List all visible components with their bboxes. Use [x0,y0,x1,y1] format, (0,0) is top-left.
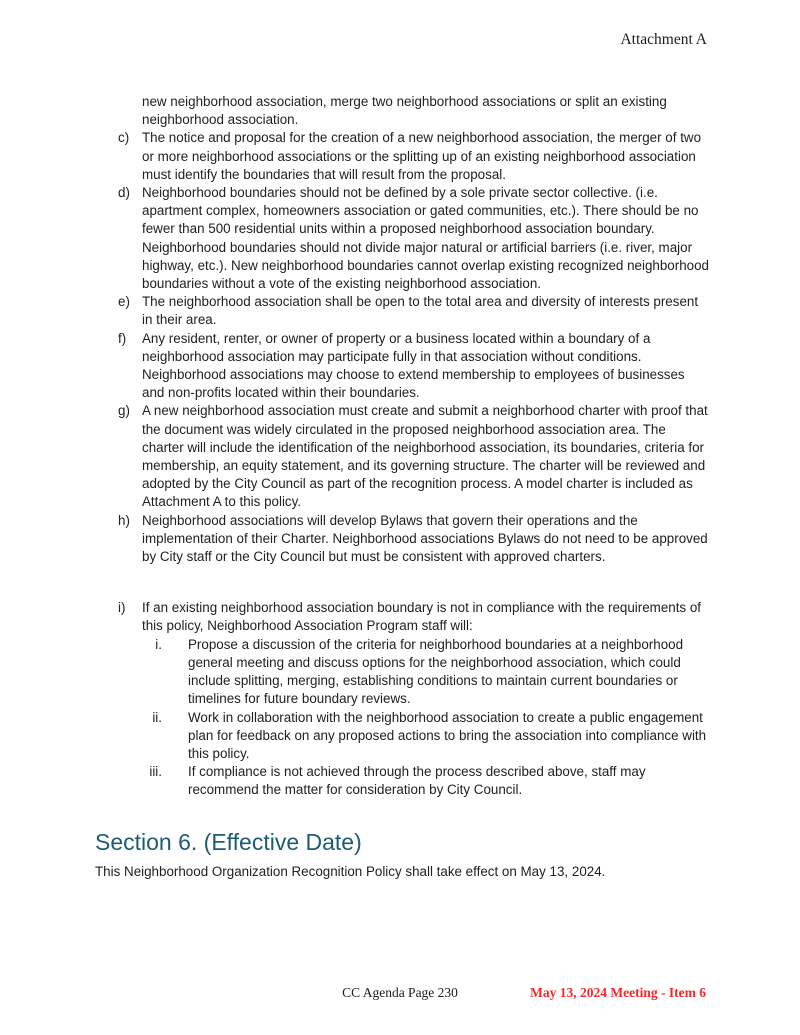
footer-meeting-info: May 13, 2024 Meeting - Item 6 [530,985,706,1000]
list-item-f [118,330,710,403]
document-content [95,93,710,881]
list-item-text: The neighborhood association shall be open to the total area and diversity of interests present in their area. [142,294,699,328]
sub-list-item-iii [142,763,710,799]
sub-list-item-text: Work in collaboration with the neighborhood association to create a public engagement plan for feedback on any proposed actions to bring the association into compliance with this policy. [188,709,707,761]
list-item-label: h) [118,512,130,528]
list-item-text: A new neighborhood association must create and submit a neighborhood charter with proof that the document was widely circulated in the proposed neighborhood association area. The charter will include the identification of the neighborhood association, its boundaries, criteria for membership, an equity statement, and its governing structure. The charter will be reviewed and adopted by the City Council as part of the recognition process. A model charter is included as Attachment A to this policy. [142,403,708,510]
list-item-g [118,402,710,511]
intro-continuation-paragraph: new neighborhood association, merge two neighborhood associations or split an existing neighborhood association. [142,94,667,128]
list-item-text: If an existing neighborhood association boundary is not in compliance with the requirements of this policy, Neighborhood Association Program staff will: [142,600,702,634]
attachment-label: Attachment A [620,31,707,48]
list-item-e [118,293,710,329]
sub-list-item-label: iii. [149,764,162,780]
sub-list-item-label: ii. [152,709,162,725]
sub-list-item-label: i. [155,636,162,652]
list-item-label: g) [118,403,130,419]
sub-list-item-text: Propose a discussion of the criteria for neighborhood boundaries at a neighborhood general meeting and discuss options for the neighborhood association, which could include splitting, merging, establishing conditions to maintain current boundaries or timelines for future boundary reviews. [188,636,684,707]
sub-list-item-text: If compliance is not achieved through the process described above, staff may recommend the matter for consideration by City Council. [188,764,646,798]
footer-page-number: CC Agenda Page 230 [342,985,458,1000]
list-item-h [118,512,710,567]
list-item-label: f) [118,330,127,346]
list-item-text: The notice and proposal for the creation of a new neighborhood association, the merger of two or more neighborhood associations or the splitting up of an existing neighborhood association must identify the boundaries that will result from the proposal. [142,130,702,182]
list-item-d [118,184,710,293]
section-heading: Section 6. (Effective Date) [95,828,362,855]
list-item-c [118,129,710,184]
list-item-label: e) [118,294,130,310]
list-item-i [118,599,710,635]
list-item-label: i) [118,600,126,616]
list-item-label: d) [118,185,130,201]
list-item-text: Any resident, renter, or owner of property or a business located within a boundary of a neighborhood association may participate fully in that association without conditions. Neighborhood associations may choose to extend membership to employees of businesses and non-profits located within their boundaries. [142,330,685,401]
sub-list-item-i [142,636,710,709]
sub-list-item-ii [142,709,710,764]
list-item-text: Neighborhood associations will develop Bylaws that govern their operations and the implementation of their Charter. Neighborhood associations Bylaws do not need to be approved by City staff or the City Council but must be consistent with approved charters. [142,512,708,565]
list-item-text: Neighborhood boundaries should not be defined by a sole private sector collective. (i.e. apartment complex, homeowners association or gated communities, etc.). There should be no fewer than 500 residential units within a proposed neighborhood association boundary. Neighborhood boundaries should not divide major natural or artificial barriers (i.e. river, major highway, etc.). New neighborhood boundaries cannot overlap existing recognized neighborhood boundaries without a vote of the existing neighborhood association. [142,185,709,292]
list-item-label: c) [118,130,130,146]
section-paragraph: This Neighborhood Organization Recognition Policy shall take effect on May 13, 2024. [95,863,606,879]
